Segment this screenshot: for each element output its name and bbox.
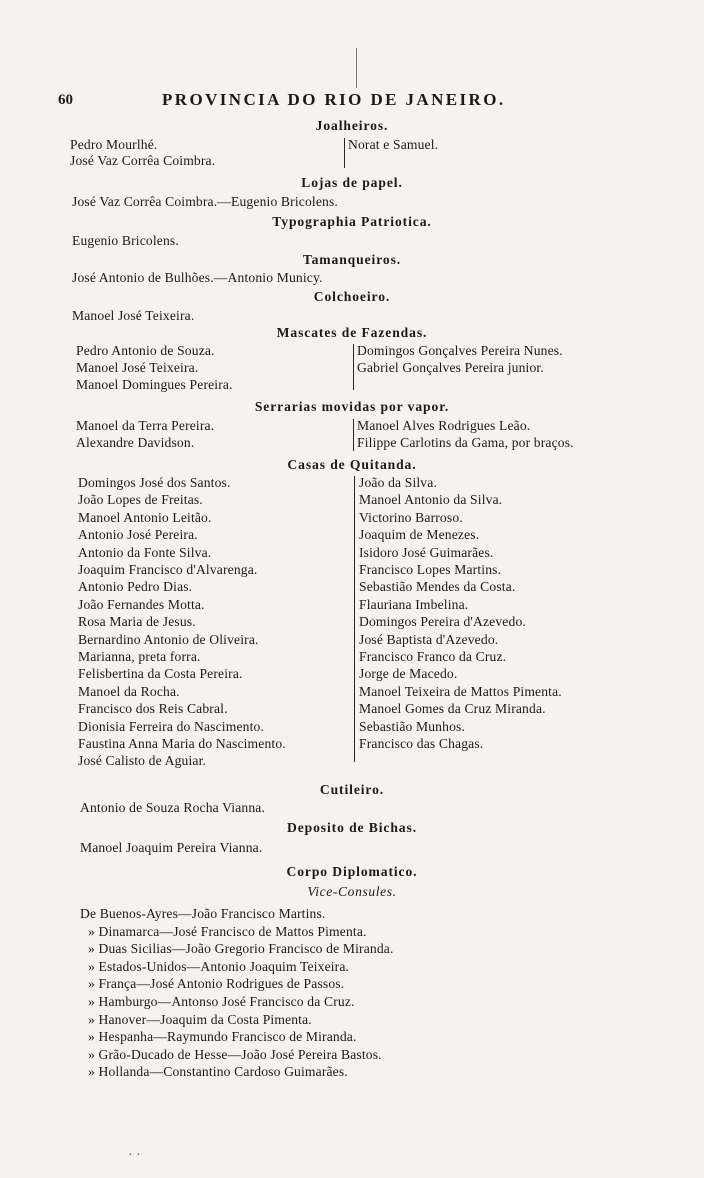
entry: José Vaz Corrêa Coimbra. xyxy=(70,153,216,168)
entry: Rosa Maria de Jesus. xyxy=(78,614,196,630)
entry: Bernardino Antonio de Oliveira. xyxy=(78,631,259,647)
page-number: 60 xyxy=(58,92,73,108)
entry: Dionisia Ferreira do Nascimento. xyxy=(78,718,264,734)
section-heading-bichas: Deposito de Bichas. xyxy=(286,820,417,835)
entry: Francisco dos Reis Cabral. xyxy=(78,701,228,717)
entry: Antonio José Pereira. xyxy=(78,527,198,543)
entry: » Dinamarca—José Francisco de Mattos Pimenta. xyxy=(88,923,367,939)
entry: Francisco Franco da Cruz. xyxy=(359,649,507,664)
entry: » Hespanha—Raymundo Francisco de Miranda. xyxy=(88,1029,357,1045)
entry: Francisco das Chagas. xyxy=(359,736,484,751)
section-heading-colchoeiro: Colchoeiro. xyxy=(313,289,391,304)
section-heading-joalheiros: Joalheiros. xyxy=(315,118,389,133)
entry: Francisco Lopes Martins. xyxy=(359,562,502,577)
entry: Domingos Gonçalves Pereira Nunes. xyxy=(357,343,563,358)
entry: Flauriana Imbelina. xyxy=(359,596,469,612)
section-heading-tamanqueiros: Tamanqueiros. xyxy=(302,252,402,267)
print-mark xyxy=(356,48,357,88)
entry: » França—José Antonio Rodrigues de Passos. xyxy=(88,976,345,992)
section-heading-mascates: Mascates de Fazendas. xyxy=(276,325,428,340)
entry: Sebastião Munhos. xyxy=(359,718,466,734)
entry: » Hanover—Joaquim da Costa Pimenta. xyxy=(88,1011,312,1027)
entry: Filippe Carlotins da Gama, por braços. xyxy=(357,435,574,450)
entry: Felisbertina da Costa Pereira. xyxy=(78,666,243,682)
entry: Manoel José Teixeira. xyxy=(76,360,199,375)
column-bracket xyxy=(344,138,345,168)
entry: » Grão-Ducado de Hesse—João José Pereira Bastos. xyxy=(88,1046,382,1062)
entry: João Fernandes Motta. xyxy=(78,596,205,612)
entry: » Hamburgo—Antonso José Francisco da Cruz. xyxy=(88,994,355,1009)
entry: » Hollanda—Constantino Cardoso Guimarães. xyxy=(88,1064,348,1080)
entry: José Vaz Corrêa Coimbra.—Eugenio Bricolens. xyxy=(72,194,338,209)
entry: Pedro Mourlhé. xyxy=(70,137,158,152)
entry: Manoel Domingues Pereira. xyxy=(76,377,233,392)
entry: Isidoro José Guimarães. xyxy=(359,544,494,560)
entry: Joaquim Francisco d'Alvarenga. xyxy=(78,562,258,577)
section-heading-cutileiro: Cutileiro. xyxy=(319,782,385,797)
section-heading-lojas: Lojas de papel. xyxy=(301,175,403,190)
entry: Pedro Antonio de Souza. xyxy=(76,343,215,358)
entry: Victorino Barroso. xyxy=(359,509,463,525)
entry: José Calisto de Aguiar. xyxy=(78,753,207,769)
entry: Eugenio Bricolens. xyxy=(72,233,179,248)
entry: » Duas Sicilias—João Gregorio Francisco de Miranda. xyxy=(88,941,394,957)
entry: Alexandre Davidson. xyxy=(76,435,195,450)
section-heading-serrarias: Serrarias movidas por vapor. xyxy=(254,399,450,414)
column-bracket xyxy=(353,419,354,451)
subheading-vice-consules: Vice-Consules. xyxy=(307,884,397,899)
entry: Manoel José Teixeira. xyxy=(72,308,195,323)
entry: Manoel Alves Rodrigues Leão. xyxy=(357,418,531,433)
entry: Jorge de Macedo. xyxy=(359,666,458,682)
section-heading-corpo-diplomatico: Corpo Diplomatico. xyxy=(286,864,418,879)
entry: Antonio da Fonte Silva. xyxy=(78,544,212,560)
entry: Sebastião Mendes da Costa. xyxy=(359,579,516,595)
entry: Antonio de Souza Rocha Vianna. xyxy=(80,800,266,815)
section-heading-quitanda: Casas de Quitanda. xyxy=(287,457,417,472)
entry: Manoel da Terra Pereira. xyxy=(76,418,215,433)
entry: Faustina Anna Maria do Nascimento. xyxy=(78,736,286,751)
entry: José Baptista d'Azevedo. xyxy=(359,631,499,647)
entry: Manoel da Rocha. xyxy=(78,683,180,699)
entry: João Lopes de Freitas. xyxy=(78,492,203,508)
entry: » Estados-Unidos—Antonio Joaquim Teixeira. xyxy=(88,958,350,974)
entry: José Antonio de Bulhões.—Antonio Municy. xyxy=(72,270,323,285)
entry: Manoel Joaquim Pereira Vianna. xyxy=(80,840,263,855)
column-bracket xyxy=(353,344,354,390)
entry: Manoel Teixeira de Mattos Pimenta. xyxy=(359,683,562,699)
entry: João da Silva. xyxy=(359,475,437,490)
page-speck: · · xyxy=(128,1148,141,1163)
entry: Gabriel Gonçalves Pereira junior. xyxy=(357,360,544,375)
entry: Manoel Antonio da Silva. xyxy=(359,492,503,508)
entry: Antonio Pedro Dias. xyxy=(78,579,193,595)
entry: Norat e Samuel. xyxy=(348,137,439,152)
entry: Manoel Gomes da Cruz Miranda. xyxy=(359,701,546,717)
entry: Manoel Antonio Leitão. xyxy=(78,509,212,525)
entry: Domingos José dos Santos. xyxy=(78,475,231,490)
entry: Joaquim de Menezes. xyxy=(359,527,480,543)
section-heading-typographia: Typographia Patriotica. xyxy=(272,214,432,229)
entry: Marianna, preta forra. xyxy=(78,649,201,664)
entry: De Buenos-Ayres—João Francisco Martins. xyxy=(80,906,326,921)
entry: Domingos Pereira d'Azevedo. xyxy=(359,614,526,630)
page-title: PROVINCIA DO RIO DE JANEIRO. xyxy=(162,90,506,109)
column-bracket xyxy=(354,476,355,762)
